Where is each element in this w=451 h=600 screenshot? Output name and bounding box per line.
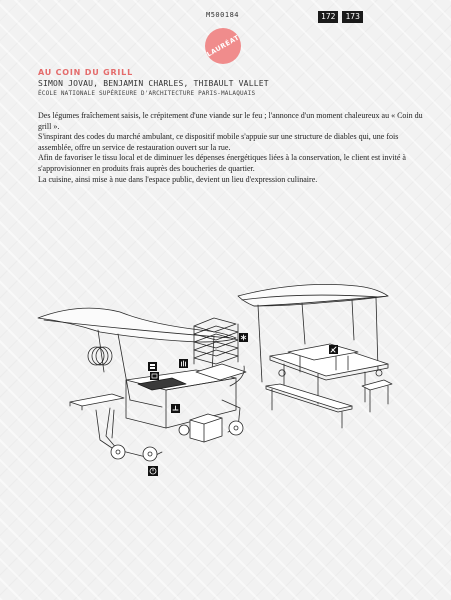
- page-number-right: 173: [342, 11, 362, 23]
- asterisk-icon: [239, 333, 248, 342]
- project-school: ÉCOLE NATIONALE SUPÉRIEURE D'ARCHITECTURE PARIS-MALAQUAIS: [38, 90, 256, 97]
- project-authors: SIMON JOVAU, BENJAMIN CHARLES, THIBAULT VALLET: [38, 79, 269, 88]
- hand-icon: [179, 359, 188, 368]
- badge-label: LAURÉAT: [205, 33, 241, 59]
- table-icon: [329, 345, 338, 354]
- grill-icon: [150, 372, 159, 380]
- description-paragraph-2: S'inspirant des codes du marché ambulant, ce dispositif mobile s'appuie sur une structure de diables qui, une fois assemblée, offre un service de restauration ouvert sur la rue.: [38, 132, 399, 152]
- canopy-table-drawing: [238, 284, 392, 428]
- reference-code: M500184: [206, 11, 240, 19]
- description-paragraph-3: Afin de favoriser le tissu local et de diminuer les dépenses énergétiques liées à la conservation, le client est invité à s'approvisionner en produits frais auprès des boucheries de quartier.: [38, 153, 406, 173]
- grill-cart-drawing: [38, 308, 246, 461]
- description-paragraph-1: Des légumes fraîchement saisis, le crépitement d'une viande sur le feu ; l'annonce d'un moment chaleureux au « Coin du grill ».: [38, 111, 423, 131]
- description-paragraph-4: La cuisine, ainsi mise à nue dans l'espace public, devient un lieu d'expression culinaire.: [38, 174, 318, 184]
- wheel-icon: [148, 466, 158, 476]
- project-title: AU COIN DU GRILL: [38, 68, 133, 77]
- page-number-left: 172: [318, 11, 338, 23]
- storage-icon: [148, 362, 157, 371]
- sink-icon: [171, 404, 180, 413]
